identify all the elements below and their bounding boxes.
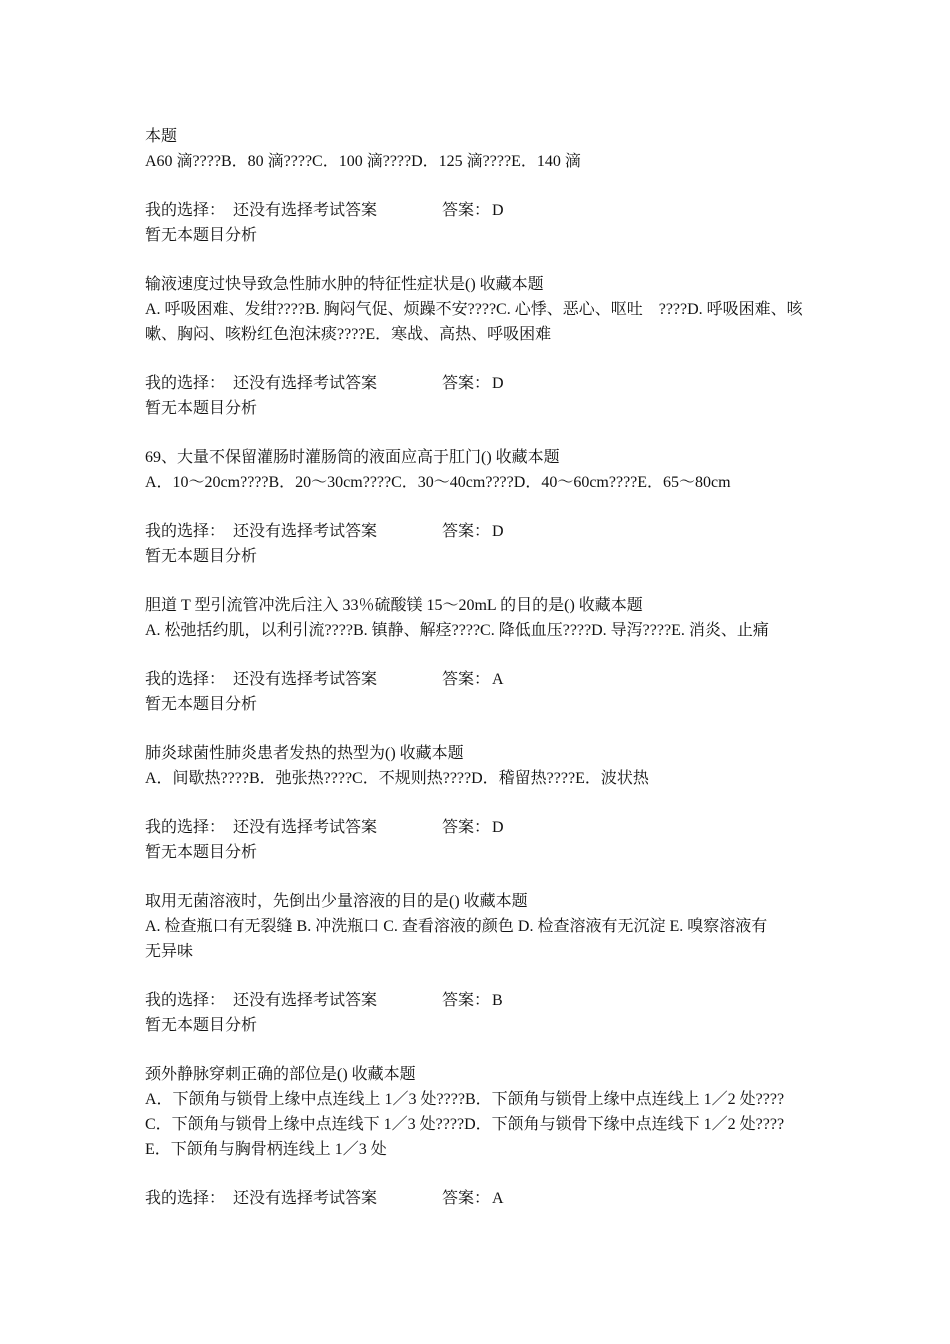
options-line: A60 滴????B．80 滴????C．100 滴????D．125 滴????E．140 滴 (145, 153, 581, 170)
analysis-text: 暂无本题目分析 (145, 400, 258, 417)
spacer (145, 248, 810, 272)
spacer (145, 174, 810, 198)
answer-label: 答案： (442, 202, 491, 219)
question-text: 输液速度过快导致急性肺水肿的特征性症状是() 收藏本题 (145, 276, 544, 293)
question-text: 肺炎球菌性肺炎患者发热的热型为() 收藏本题 (145, 745, 464, 762)
answer-value: D (492, 523, 504, 540)
analysis-text: 暂无本题目分析 (145, 548, 258, 565)
answer-value: D (492, 819, 504, 836)
my-choice-label: 我的选择： (145, 1190, 226, 1207)
spacer (145, 495, 810, 519)
options-line: A. 松弛括约肌，以利引流????B. 镇静、解痉????C. 降低血压????D. 导泻????E. 消炎、止痛 (145, 622, 769, 639)
options-line: C．下颌角与锁骨上缘中点连线下 1／3 处????D．下颌角与锁骨下缘中点连线下 1／2 处???? (145, 1116, 785, 1133)
answer-label: 答案： (442, 1190, 491, 1207)
my-choice-label: 我的选择： (145, 819, 226, 836)
question-text: 取用无菌溶液时，先倒出少量溶液的目的是() 收藏本题 (145, 893, 528, 910)
answer-label: 答案： (442, 671, 491, 688)
answer-row (145, 371, 810, 396)
question-list (145, 124, 810, 1211)
spacer (145, 643, 810, 667)
options-line: A．10～20cm????B．20～30cm????C．30～40cm????D．40～60cm????E．65～80cm (145, 474, 731, 491)
question-block (145, 569, 810, 717)
answer-label: 答案： (442, 819, 491, 836)
answer-value: A (492, 671, 504, 688)
question-text: 69、大量不保留灌肠时灌肠筒的液面应高于肛门() 收藏本题 (145, 449, 560, 466)
my-choice-label: 我的选择： (145, 992, 226, 1009)
answer-row (145, 519, 810, 544)
analysis-text: 暂无本题目分析 (145, 227, 258, 244)
spacer (145, 1162, 810, 1186)
question-block (145, 1038, 810, 1211)
question-block (145, 124, 810, 248)
options-line: E．下颌角与胸骨柄连线上 1／3 处 (145, 1141, 387, 1158)
my-choice-label: 我的选择： (145, 375, 226, 392)
answer-value: A (492, 1190, 504, 1207)
options-line: 嗽、胸闷、咳粉红色泡沫痰????E．寒战、高热、呼吸困难 (145, 326, 552, 343)
options-line: A．下颌角与锁骨上缘中点连线上 1／3 处????B．下颌角与锁骨上缘中点连线上 1／2 处???? (145, 1091, 785, 1108)
spacer (145, 865, 810, 889)
my-choice-value: 还没有选择考试答案 (233, 992, 378, 1009)
answer-row (145, 1186, 810, 1211)
my-choice-value: 还没有选择考试答案 (233, 202, 378, 219)
my-choice-value: 还没有选择考试答案 (233, 375, 378, 392)
spacer (145, 347, 810, 371)
answer-label: 答案： (442, 375, 491, 392)
answer-label: 答案： (442, 523, 491, 540)
my-choice-value: 还没有选择考试答案 (233, 523, 378, 540)
answer-row (145, 988, 810, 1013)
my-choice-label: 我的选择： (145, 523, 226, 540)
options-line: A．间歇热????B．弛张热????C．不规则热????D．稽留热????E．波状热 (145, 770, 649, 787)
question-block (145, 865, 810, 1038)
options-line: 无异味 (145, 943, 194, 960)
spacer (145, 717, 810, 741)
question-text: 胆道 T 型引流管冲洗后注入 33％硫酸镁 15～20mL 的目的是() 收藏本题 (145, 597, 643, 614)
answer-row (145, 815, 810, 840)
answer-row (145, 667, 810, 692)
answer-value: B (492, 992, 503, 1009)
analysis-text: 暂无本题目分析 (145, 1017, 258, 1034)
question-block (145, 248, 810, 421)
answer-value: D (492, 202, 504, 219)
my-choice-label: 我的选择： (145, 202, 226, 219)
options-line: A. 检查瓶口有无裂缝 B. 冲洗瓶口 C. 查看溶液的颜色 D. 检查溶液有无沉淀 E. 嗅察溶液有 (145, 918, 768, 935)
my-choice-label: 我的选择： (145, 671, 226, 688)
analysis-text: 暂无本题目分析 (145, 696, 258, 713)
my-choice-value: 还没有选择考试答案 (233, 1190, 378, 1207)
answer-value: D (492, 375, 504, 392)
spacer (145, 1038, 810, 1062)
answer-label: 答案： (442, 992, 491, 1009)
my-choice-value: 还没有选择考试答案 (233, 671, 378, 688)
question-block (145, 717, 810, 865)
answer-row (145, 198, 810, 223)
question-text: 颈外静脉穿刺正确的部位是() 收藏本题 (145, 1066, 416, 1083)
spacer (145, 421, 810, 445)
spacer (145, 569, 810, 593)
options-line: A. 呼吸困难、发绀????B. 胸闷气促、烦躁不安????C. 心悸、恶心、呕吐 ????D. 呼吸困难、咳 (145, 301, 803, 318)
question-text: 本题 (145, 128, 178, 145)
spacer (145, 964, 810, 988)
my-choice-value: 还没有选择考试答案 (233, 819, 378, 836)
question-block (145, 421, 810, 569)
spacer (145, 791, 810, 815)
analysis-text: 暂无本题目分析 (145, 844, 258, 861)
